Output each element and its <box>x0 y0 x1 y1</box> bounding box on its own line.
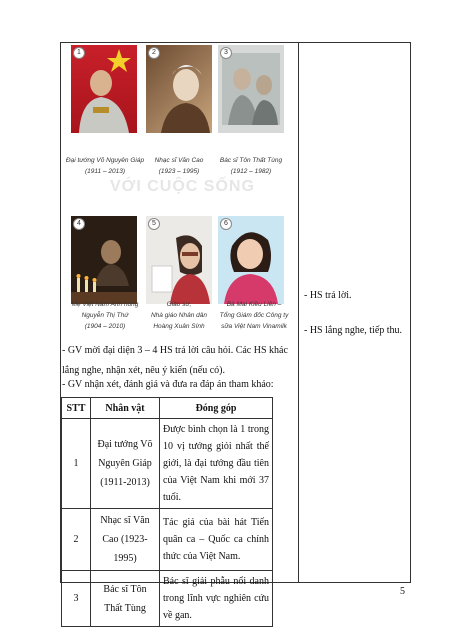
column-divider <box>298 42 299 583</box>
cell-stt: 1 <box>62 419 91 509</box>
cell-stt: 2 <box>62 509 91 571</box>
image-number: 5 <box>148 218 160 230</box>
teacher-instruction-1: - GV mời đại diện 3 – 4 HS trả lời câu hỏi. Các HS khác lắng nghe, nhận xét, nêu ý kiến (nếu có). <box>62 345 288 376</box>
header-contribution: Đóng góp <box>160 398 273 419</box>
cell-name: Bác sĩ Tôn Thất Tùng <box>91 571 160 627</box>
image-number: 3 <box>220 47 232 59</box>
cell-contribution: Bác sĩ giải phẫu nổi danh trong lĩnh vực nghiên cứu về gan. <box>160 571 273 627</box>
table-row <box>62 571 273 627</box>
caption-2: Nhạc sĩ Văn Cao (1923 – 1995) <box>154 157 204 175</box>
table-header-row <box>62 398 273 419</box>
photo-hoang-xuan-sinh <box>146 216 212 304</box>
teacher-instruction-2: - GV nhận xét, đánh giá và đưa ra đáp án tham khảo: <box>62 379 274 390</box>
caption-3: Bác sĩ Tôn Thất Tùng (1912 – 1982) <box>219 157 283 175</box>
cell-name: Đại tướng Võ Nguyên Giáp (1911-2013) <box>91 419 160 509</box>
cell-name: Nhạc sĩ Văn Cao (1923-1995) <box>91 509 160 571</box>
caption-5: Giáo sư, Nhà giáo Nhân dân Hoàng Xuân Sính <box>150 301 207 330</box>
answer-table <box>61 397 273 627</box>
cell-stt: 3 <box>62 571 91 627</box>
caption-4: Mẹ Việt Nam Anh hùng Nguyễn Thị Thứ (1904 – 2010) <box>71 301 139 330</box>
table-row <box>62 419 273 509</box>
student-activity-2: - HS lắng nghe, tiếp thu. <box>304 325 403 336</box>
page-number: 5 <box>400 586 405 597</box>
header-stt: STT <box>62 398 91 419</box>
caption-6: Bà Mai Kiều Liên – Tổng Giám đốc Công ty sữa Việt Nam Vinamilk <box>219 301 289 330</box>
photo-ton-that-tung <box>218 45 284 133</box>
cell-contribution: Được bình chọn là 1 trong 10 vị tướng giỏi nhất thế giới, là đại tướng đầu tiên của Việt Nam khi mới 37 tuổi. <box>160 419 273 509</box>
student-activity-1: - HS trả lời. <box>304 290 352 301</box>
cell-contribution: Tác giả của bài hát Tiến quân ca – Quốc ca chính thức của Việt Nam. <box>160 509 273 571</box>
header-name: Nhân vật <box>91 398 160 419</box>
image-number: 4 <box>73 218 85 230</box>
photo-van-cao <box>146 45 212 133</box>
photo-mai-kieu-lien <box>218 216 284 304</box>
caption-1: Đại tướng Võ Nguyên Giáp (1911 – 2013) <box>65 157 145 175</box>
watermark: VỚI CUỘC SỐNG <box>110 178 255 195</box>
image-number: 1 <box>73 47 85 59</box>
photo-nguyen-thi-thu <box>71 216 137 304</box>
image-number: 6 <box>220 218 232 230</box>
image-number: 2 <box>148 47 160 59</box>
table-row <box>62 509 273 571</box>
photo-vo-nguyen-giap <box>71 45 137 133</box>
